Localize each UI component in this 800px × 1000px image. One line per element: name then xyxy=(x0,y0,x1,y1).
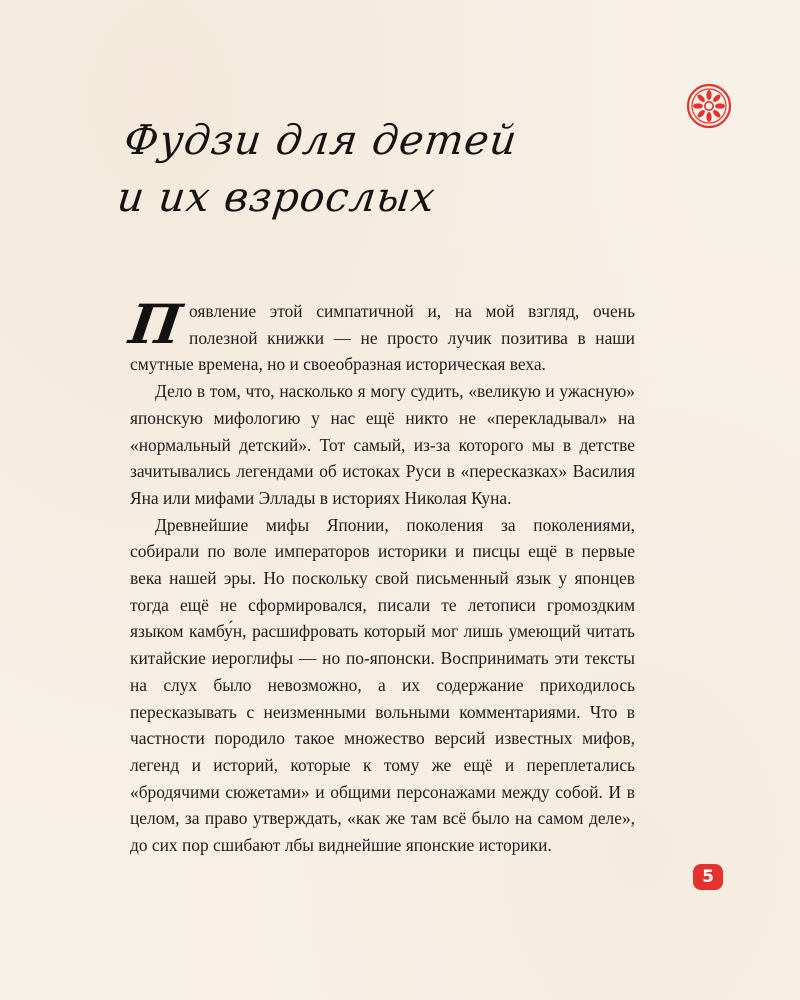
paragraph-2: Дело в том, что, насколько я могу судить, «великую и ужасную» японскую мифологию у нас ещё никто не «перекладывал» на «нормальный детский». Тот самый, из-за которого мы в детстве зачитывались легендами об истоках Руси в «пересказках» Василия Яна или мифами Эллады в историях Николая Куна. xyxy=(130,381,635,508)
paragraph-3: Древнейшие мифы Японии, поколения за поколениями, собирали по воле императоров историки и писцы ещё в первые века нашей эры. Но поскольку свой письменный язык у японцев тогда ещё не сформировался, писали те летописи громоздким языком камбу́н, расшифровать который мог лишь умеющий читать китайские иероглифы — но по-японски. Воспринимать эти тексты на слух было невозможно, а их содержание приходилось пересказывать с неизменными вольными комментариями. Что в частности породило такое множество версий известных мифов, легенд и историй, которые к тому же ещё и переплетались «бродячими сюжетами» и общими персонажами между собой. И в целом, за право утверждать, «как же там всё было на самом деле», до сих пор сшибают лбы виднейшие японские историки. xyxy=(130,514,635,856)
chapter-title-line-2: и их взрослых xyxy=(114,173,439,221)
flower-crest-icon xyxy=(686,83,732,129)
paragraph-1-text: оявление этой симпатичной и, на мой взгляд, очень полезной книжки — не просто лучик позитива в наши смутные времена, но и своеобразная историческая веха. xyxy=(130,301,635,375)
page-number-badge: 5 xyxy=(693,864,723,890)
chapter-title-line-1: Фудзи для детей xyxy=(121,116,521,164)
drop-cap: П xyxy=(125,292,186,356)
chapter-title xyxy=(114,112,648,226)
paragraph-1 xyxy=(125,292,635,378)
body-text xyxy=(125,292,635,859)
